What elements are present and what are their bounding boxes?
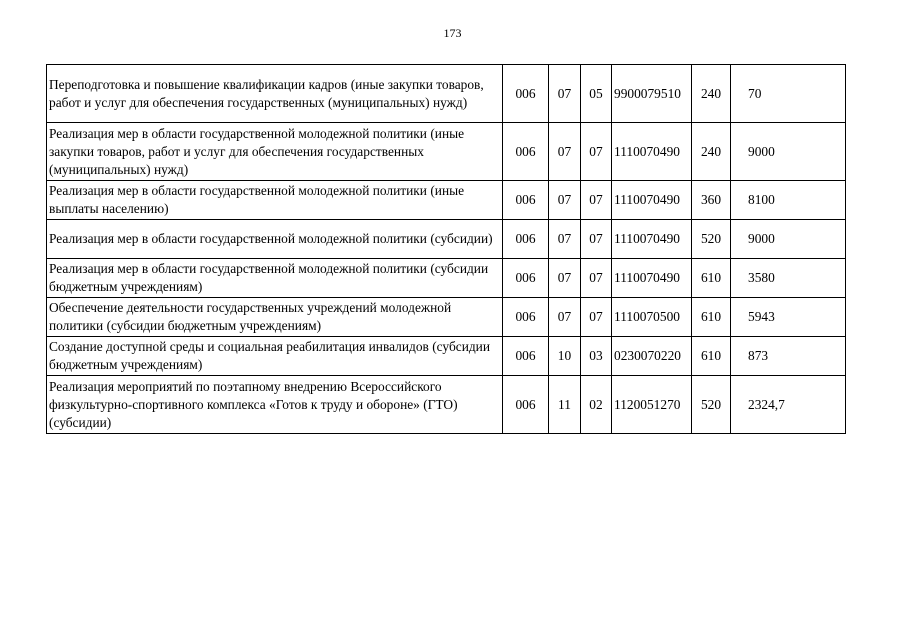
- row-name: Реализация мер в области государственной молодежной политики (субсидии бюджетным учреждениям): [47, 259, 503, 298]
- expense-type-code: 610: [692, 337, 731, 376]
- row-name: Реализация мер в области государственной молодежной политики (иные выплаты населению): [47, 181, 503, 220]
- section-code: 07: [549, 259, 581, 298]
- amount: 3580: [731, 259, 846, 298]
- page-number: 173: [443, 26, 462, 40]
- subsection-code: 07: [581, 298, 612, 337]
- subsection-code: 07: [581, 123, 612, 181]
- target-article-code: 9900079510: [612, 65, 692, 123]
- ministry-code: 006: [503, 337, 549, 376]
- subsection-code: 07: [581, 259, 612, 298]
- expense-type-code: 520: [692, 376, 731, 434]
- row-name: Переподготовка и повышение квалификации кадров (иные закупки товаров, работ и услуг для обеспечения государственных (муниципальных) нужд): [47, 65, 503, 123]
- subsection-code: 07: [581, 220, 612, 259]
- ministry-code: 006: [503, 376, 549, 434]
- ministry-code: 006: [503, 298, 549, 337]
- amount: 9000: [731, 220, 846, 259]
- expense-type-code: 610: [692, 259, 731, 298]
- table-row: [47, 181, 846, 220]
- target-article-code: 1120051270: [612, 376, 692, 434]
- subsection-code: 05: [581, 65, 612, 123]
- target-article-code: 1110070500: [612, 298, 692, 337]
- ministry-code: 006: [503, 220, 549, 259]
- row-name: Реализация мероприятий по поэтапному внедрению Всероссийского физкультурно-спортивного комплекса «Готов к труду и обороне» (ГТО) (субсидии): [47, 376, 503, 434]
- section-code: 10: [549, 337, 581, 376]
- table-row: [47, 220, 846, 259]
- subsection-code: 02: [581, 376, 612, 434]
- subsection-code: 03: [581, 337, 612, 376]
- section-code: 07: [549, 181, 581, 220]
- row-name: Обеспечение деятельности государственных учреждений молодежной политики (субсидии бюджетным учреждениям): [47, 298, 503, 337]
- target-article-code: 1110070490: [612, 123, 692, 181]
- ministry-code: 006: [503, 181, 549, 220]
- section-code: 11: [549, 376, 581, 434]
- section-code: 07: [549, 220, 581, 259]
- amount: 70: [731, 65, 846, 123]
- expense-type-code: 360: [692, 181, 731, 220]
- section-code: 07: [549, 298, 581, 337]
- ministry-code: 006: [503, 259, 549, 298]
- section-code: 07: [549, 65, 581, 123]
- table-row: [47, 298, 846, 337]
- amount: 8100: [731, 181, 846, 220]
- expense-type-code: 520: [692, 220, 731, 259]
- section-code: 07: [549, 123, 581, 181]
- table-row: [47, 65, 846, 123]
- ministry-code: 006: [503, 65, 549, 123]
- row-name: Реализация мер в области государственной молодежной политики (субсидии): [47, 220, 503, 259]
- amount: 873: [731, 337, 846, 376]
- table-row: [47, 123, 846, 181]
- row-name: Реализация мер в области государственной молодежной политики (иные закупки товаров, работ и услуг для обеспечения государственных (муниципальных) нужд): [47, 123, 503, 181]
- budget-table: [46, 64, 846, 434]
- amount: 9000: [731, 123, 846, 181]
- expense-type-code: 610: [692, 298, 731, 337]
- target-article-code: 0230070220: [612, 337, 692, 376]
- amount: 5943: [731, 298, 846, 337]
- table-row: [47, 259, 846, 298]
- target-article-code: 1110070490: [612, 220, 692, 259]
- table-row: [47, 337, 846, 376]
- target-article-code: 1110070490: [612, 259, 692, 298]
- target-article-code: 1110070490: [612, 181, 692, 220]
- expense-type-code: 240: [692, 65, 731, 123]
- ministry-code: 006: [503, 123, 549, 181]
- amount: 2324,7: [731, 376, 846, 434]
- table-row: [47, 376, 846, 434]
- row-name: Создание доступной среды и социальная реабилитация инвалидов (субсидии бюджетным учреждениям): [47, 337, 503, 376]
- subsection-code: 07: [581, 181, 612, 220]
- expense-type-code: 240: [692, 123, 731, 181]
